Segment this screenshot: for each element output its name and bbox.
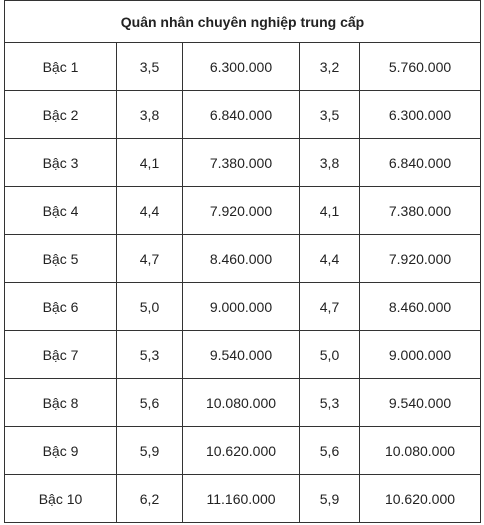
rank-cell: Bậc 1 (5, 43, 117, 91)
table-row (5, 475, 481, 523)
rank-cell: Bậc 10 (5, 475, 117, 523)
salary-alt-cell: 6.300.000 (360, 91, 481, 139)
salary-cell: 9.540.000 (183, 331, 300, 379)
rank-cell: Bậc 9 (5, 427, 117, 475)
salary-alt-cell: 5.760.000 (360, 43, 481, 91)
salary-cell: 7.920.000 (183, 187, 300, 235)
coefficient-cell: 3,5 (117, 43, 183, 91)
salary-alt-cell: 10.620.000 (360, 475, 481, 523)
salary-alt-cell: 7.380.000 (360, 187, 481, 235)
coefficient-cell: 4,1 (117, 139, 183, 187)
rank-cell: Bậc 5 (5, 235, 117, 283)
salary-cell: 10.080.000 (183, 379, 300, 427)
coefficient-cell: 6,2 (117, 475, 183, 523)
rank-cell: Bậc 8 (5, 379, 117, 427)
table-row (5, 235, 481, 283)
coefficient-alt-cell: 3,5 (300, 91, 360, 139)
table-row (5, 187, 481, 235)
coefficient-alt-cell: 3,2 (300, 43, 360, 91)
table-header-row (5, 1, 481, 43)
salary-cell: 6.840.000 (183, 91, 300, 139)
salary-cell: 6.300.000 (183, 43, 300, 91)
coefficient-alt-cell: 5,3 (300, 379, 360, 427)
coefficient-cell: 5,9 (117, 427, 183, 475)
coefficient-alt-cell: 4,1 (300, 187, 360, 235)
rank-cell: Bậc 4 (5, 187, 117, 235)
coefficient-alt-cell: 5,0 (300, 331, 360, 379)
coefficient-alt-cell: 5,6 (300, 427, 360, 475)
salary-cell: 7.380.000 (183, 139, 300, 187)
salary-cell: 11.160.000 (183, 475, 300, 523)
table-row (5, 283, 481, 331)
coefficient-cell: 3,8 (117, 91, 183, 139)
salary-cell: 10.620.000 (183, 427, 300, 475)
table-row (5, 139, 481, 187)
table-row (5, 331, 481, 379)
rank-cell: Bậc 3 (5, 139, 117, 187)
salary-cell: 8.460.000 (183, 235, 300, 283)
coefficient-alt-cell: 5,9 (300, 475, 360, 523)
rank-cell: Bậc 2 (5, 91, 117, 139)
coefficient-alt-cell: 4,7 (300, 283, 360, 331)
coefficient-cell: 4,7 (117, 235, 183, 283)
rank-cell: Bậc 6 (5, 283, 117, 331)
salary-alt-cell: 6.840.000 (360, 139, 481, 187)
table-body (5, 43, 481, 523)
coefficient-alt-cell: 3,8 (300, 139, 360, 187)
table-row (5, 379, 481, 427)
table-title: Quân nhân chuyên nghiệp trung cấp (5, 1, 481, 43)
coefficient-cell: 5,3 (117, 331, 183, 379)
coefficient-alt-cell: 4,4 (300, 235, 360, 283)
salary-alt-cell: 10.080.000 (360, 427, 481, 475)
salary-cell: 9.000.000 (183, 283, 300, 331)
table-row (5, 427, 481, 475)
rank-cell: Bậc 7 (5, 331, 117, 379)
salary-alt-cell: 8.460.000 (360, 283, 481, 331)
table-row (5, 43, 481, 91)
salary-table (4, 0, 481, 523)
coefficient-cell: 5,6 (117, 379, 183, 427)
coefficient-cell: 4,4 (117, 187, 183, 235)
table-row (5, 91, 481, 139)
salary-alt-cell: 9.000.000 (360, 331, 481, 379)
salary-alt-cell: 9.540.000 (360, 379, 481, 427)
salary-alt-cell: 7.920.000 (360, 235, 481, 283)
coefficient-cell: 5,0 (117, 283, 183, 331)
